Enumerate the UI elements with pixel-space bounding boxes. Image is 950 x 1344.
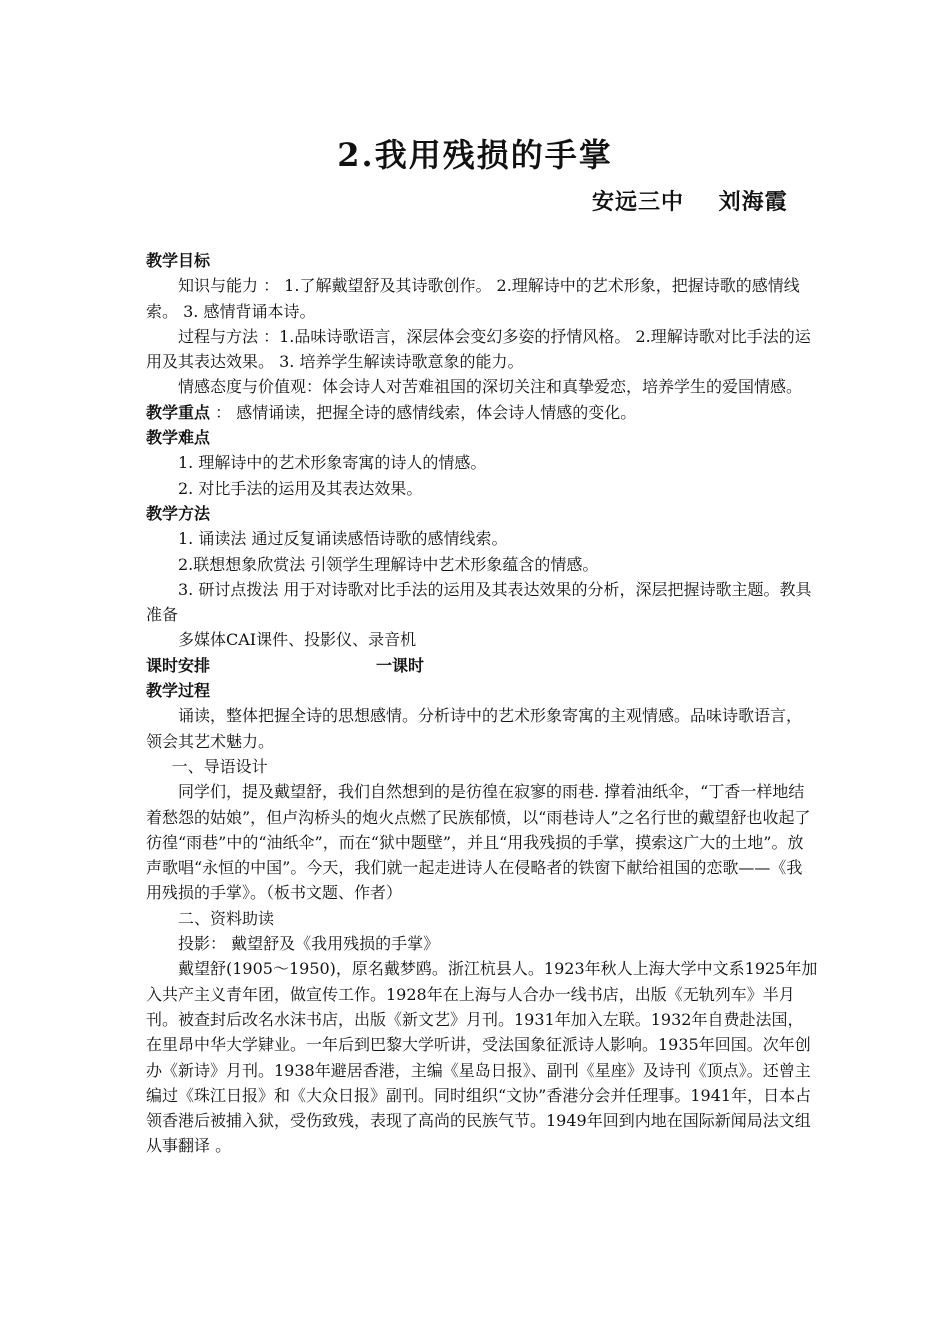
difficulty-item-2: 2. 对比手法的运用及其表达效果。 (178, 478, 423, 498)
schedule-label: 课时安排 (146, 655, 211, 675)
method-item-3: 3. 研讨点拨法 用于对诗歌对比手法的运用及其表达效果的分析，深层把握诗歌主题。教具准备 (146, 579, 812, 625)
difficulty-item-1: 1. 理解诗中的艺术形象寄寓的诗人的情感。 (178, 453, 487, 473)
goals-process: 过程与方法 ：1.品味诗歌语言，深层体会变幻多姿的抒情风格。 2.理解诗歌对比手法的运用及其表达效果。 3. 培养学生解读诗歌意象的能力。 (146, 326, 811, 372)
part1-text: 同学们，提及戴望舒，我们自然想到的是彷徨在寂寥的雨巷. 撑着油纸伞，“丁香一样地结着愁怨的姑娘”，但卢沟桥头的炮火点燃了民族郁愤，以“雨巷诗人”之名行世的戴望舒也收起了彷徨“雨巷”中的“油纸伞”，而在“狱中题壁”，并且“用我残损的手掌，摸索这广大的土地”。放声歌唱“永恒的中国”。今天，我们就一起走进诗人在侵略者的铁窗下献给祖国的恋歌——《我用残损的手掌》。（板书文题、作者） (146, 782, 811, 903)
key-text: ： 感情诵读，把握全诗的感情线索，体会诗人情感的变化。 (210, 402, 637, 422)
schedule-row (146, 653, 818, 678)
part2-bio: 戴望舒(1905～1950)，原名戴梦鸥。浙江杭县人。1923年秋人上海大学中文系1925年加入共产主义青年团，做宣传工作。1928年在上海与人合办一线书店，出版《无轨列车》半月刊。被查封后改名水沫书店，出版《新文艺》月刊。1931年加入左联。1932年自费赴法国，在里昂中华大学肄业。一年后到巴黎大学听讲，受法国象征派诗人影响。1935年回国。次年创办《新诗》月刊。1938年避居香港，主编《星岛日报》、副刊《星座》及诗刊《顶点》。还曾主编过《珠江日报》和《大众日报》副刊。同时组织“文协”香港分会并任理事。1941年，日本占领香港后被捕入狱，受伤致残，表现了高尚的民族气节。1949年回到内地在国际新闻局法文组从事翻译 。 (146, 959, 818, 1156)
schedule-value: 一课时 (376, 655, 425, 675)
part1-heading: 一、导语设计 (171, 756, 268, 776)
author-line: 安远三中 刘海霞 (592, 189, 788, 215)
key-points-paragraph (146, 400, 818, 425)
page-title: 2.我用残损的手掌 (337, 136, 613, 174)
document-body (146, 248, 818, 1159)
goals-emotion: 情感态度与价值观：体会诗人对苦难祖国的深切关注和真挚爱恋，培养学生的爱国情感。 (178, 377, 803, 397)
part2-heading: 二、资料助读 (178, 908, 275, 928)
difficulty-heading: 教学难点 (146, 428, 211, 448)
method-item-1: 1. 诵读法 通过反复诵读感悟诗歌的感情线索。 (178, 529, 508, 549)
goals-heading: 教学目标 (146, 251, 211, 270)
part2-projection: 投影： 戴望舒及《我用残损的手掌》 (178, 934, 440, 954)
method-item-2: 2.联想想象欣赏法 引领学生理解诗中艺术形象蕴含的情感。 (178, 554, 599, 574)
method-heading: 教学方法 (146, 503, 211, 523)
tools-list: 多媒体CAI课件、投影仪、录音机 (178, 630, 417, 650)
process-intro-continued: 领会其艺术魅力。 (146, 731, 275, 751)
process-heading: 教学过程 (146, 681, 211, 701)
goals-knowledge: 知识与能力 ： 1.了解戴望舒及其诗歌创作。 2.理解诗中的艺术形象，把握诗歌的感情线索。 3. 感情背诵本诗。 (146, 276, 800, 321)
process-intro: 诵读，整体把握全诗的思想感情。分析诗中的艺术形象寄寓的主观情感。品味诗歌语言， (178, 706, 803, 726)
key-heading: 教学重点 (146, 402, 211, 422)
